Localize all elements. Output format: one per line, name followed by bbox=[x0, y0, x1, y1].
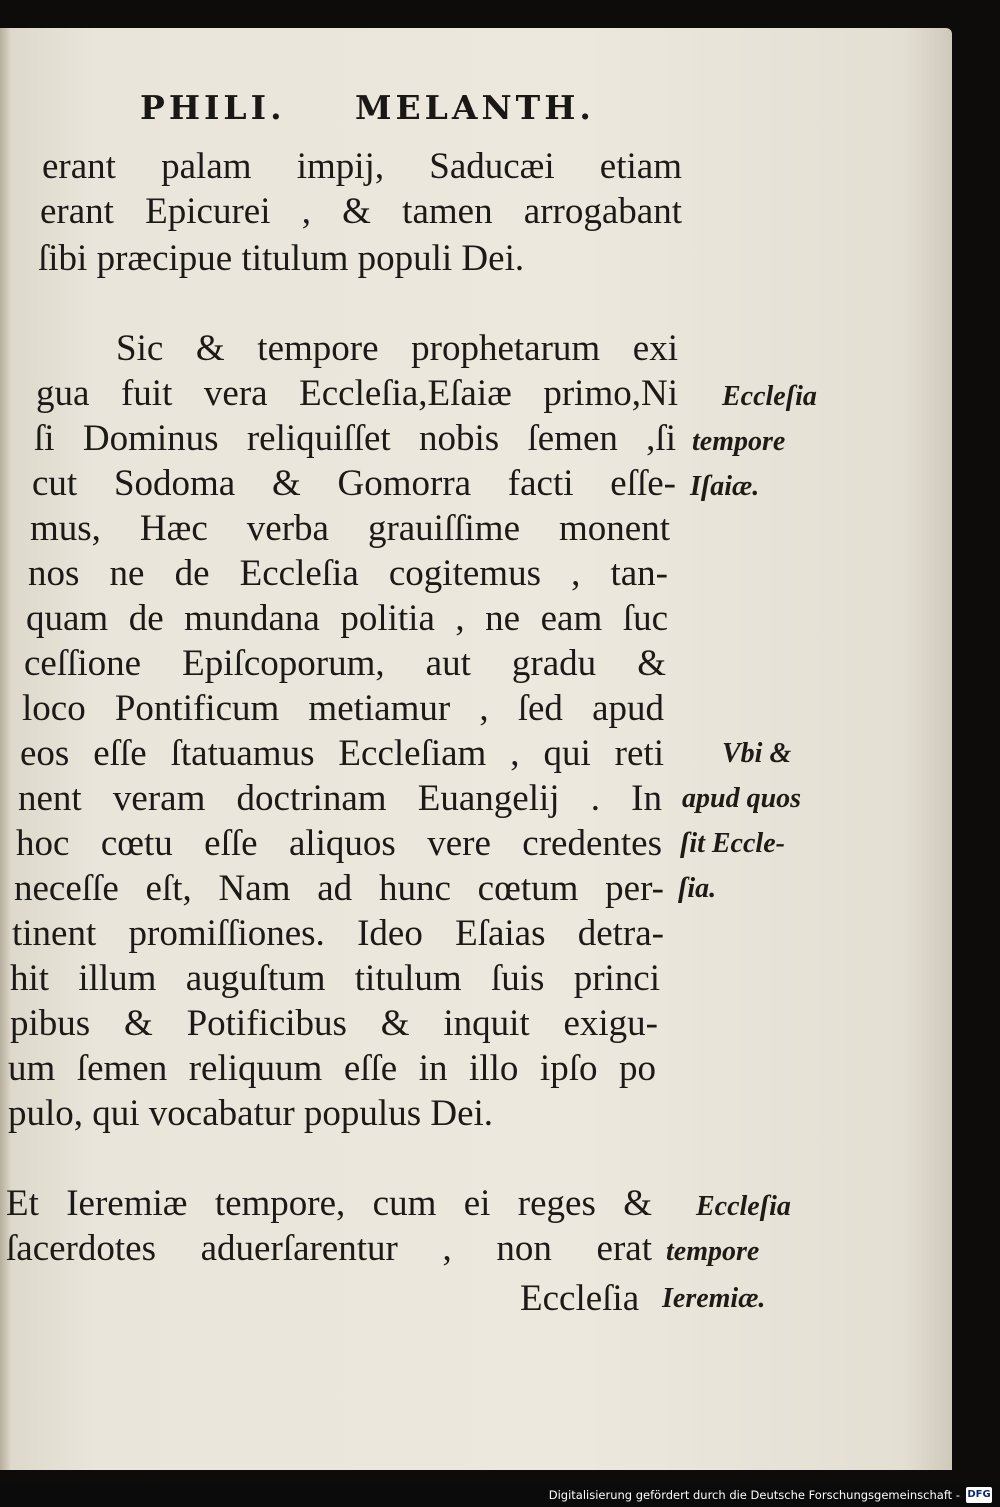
text-line: cut Sodoma & Gomorra facti eſſe- bbox=[32, 463, 676, 504]
text-line: nent veram doctrinam Euangelij . In bbox=[18, 778, 662, 819]
text-line: tinent promiſſiones. Ideo Eſaias detra- bbox=[12, 913, 664, 954]
text-line: nos ne de Eccleſia cogitemus , tan- bbox=[28, 553, 668, 594]
margin-note-line: ſit Eccle- bbox=[680, 828, 785, 859]
running-head-left: PHILI. bbox=[140, 88, 286, 127]
text-line: ſacerdotes aduerſarentur , non erat bbox=[6, 1228, 652, 1269]
text-line: ſibi præcipue titulum populi Dei. bbox=[38, 238, 525, 279]
margin-note-line: ſia. bbox=[678, 873, 717, 904]
text-line: eos eſſe ſtatuamus Eccleſiam , qui reti bbox=[20, 733, 664, 774]
margin-note-line: Eccleſia bbox=[696, 1191, 791, 1222]
text-line: Et Ieremiæ tempore, cum ei reges & bbox=[6, 1183, 652, 1224]
margin-note-line: Eccleſia bbox=[722, 381, 817, 412]
margin-note-line: tempore bbox=[666, 1236, 760, 1267]
text-line: neceſſe eſt, Nam ad hunc cœtum per- bbox=[14, 868, 664, 909]
text-line: ſi Dominus reliquiſſet nobis ſemen ,ſi bbox=[34, 418, 676, 459]
text-line: hit illum auguſtum titulum ſuis princi bbox=[10, 958, 660, 999]
text-line: pibus & Potificibus & inquit exigu- bbox=[10, 1003, 658, 1044]
text-line: quam de mundana politia , ne eam ſuc bbox=[26, 598, 668, 639]
text-line: pulo, qui vocabatur populus Dei. bbox=[8, 1093, 494, 1134]
text-line: Sic & tempore prophetarum exi bbox=[116, 328, 678, 369]
text-line: loco Pontificum metiamur , ſed apud bbox=[22, 688, 664, 729]
margin-note-line: Iſaiæ. bbox=[690, 471, 760, 502]
text-line: ceſſione Epiſcoporum, aut gradu & bbox=[24, 643, 666, 684]
running-head-right: MELANTH. bbox=[355, 88, 595, 127]
text-line: gua fuit vera Eccleſia,Eſaiæ primo,Ni bbox=[36, 373, 678, 414]
footer-bar bbox=[0, 1484, 1000, 1507]
running-head bbox=[140, 88, 595, 127]
margin-note-line: Ieremiæ. bbox=[662, 1283, 766, 1314]
dfg-logo: DFG bbox=[966, 1487, 992, 1503]
text-line: mus, Hæc verba grauiſſime monent bbox=[30, 508, 670, 549]
text-line: hoc cœtu eſſe aliquos vere credentes bbox=[16, 823, 662, 864]
text-line: um ſemen reliquum eſſe in illo ipſo po bbox=[8, 1048, 656, 1089]
margin-note-line: apud quos bbox=[682, 783, 802, 814]
catchword: Eccleſia bbox=[520, 1278, 640, 1319]
text-line: erant Epicurei , & tamen arrogabant bbox=[40, 191, 682, 232]
margin-note-line: tempore bbox=[692, 426, 786, 457]
text-line: erant palam impij, Saducæi etiam bbox=[42, 146, 682, 187]
funding-credit: Digitalisierung gefördert durch die Deutsche Forschungsgemeinschaft - bbox=[548, 1488, 960, 1502]
margin-note-line: Vbi & bbox=[722, 738, 792, 769]
